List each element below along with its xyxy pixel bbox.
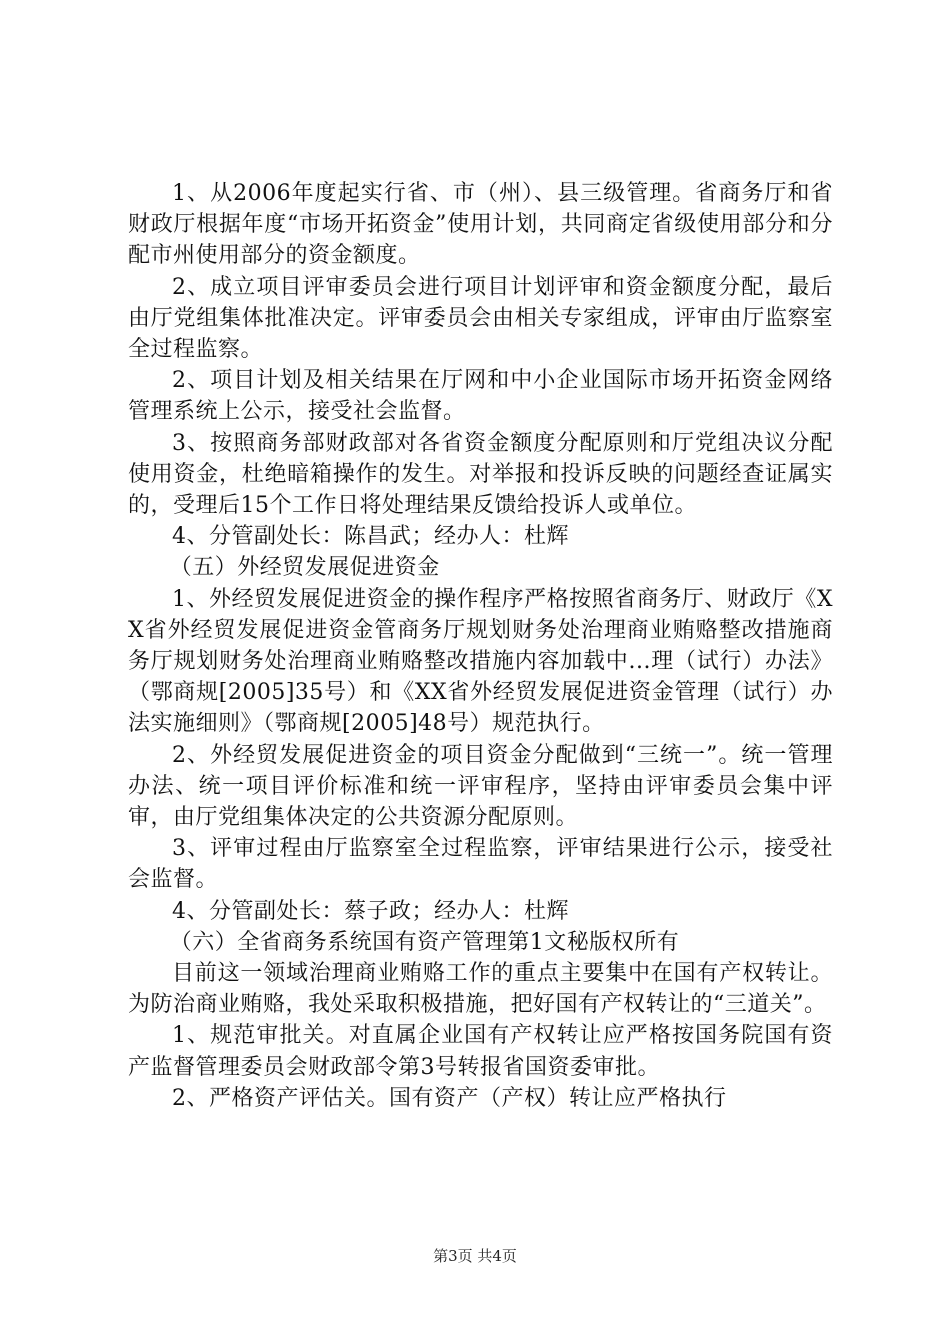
paragraph-11: 1、规范审批关。对直属企业国有产权转让应严格按国务院国有资产监督管理委员会财政部令第3号转报省国资委审批。: [128, 1023, 833, 1080]
paragraph-5: 4、分管副处长：陈昌武；经办人：杜辉: [172, 524, 569, 550]
paragraph-10: 目前这一领域治理商业贿赂工作的重点主要集中在国有产权转让。为防治商业贿赂，我处采取积极措施，把好国有产权转让的“三道关”。: [128, 961, 833, 1018]
paragraph-2: 2、成立项目评审委员会进行项目计划评审和资金额度分配，最后由厅党组集体批准决定。评审委员会由相关专家组成，评审由厅监察室全过程监察。: [128, 274, 833, 363]
document-body: [128, 178, 833, 1114]
section-heading-5: （五）外经贸发展促进资金: [169, 555, 440, 581]
paragraph-7: 2、外经贸发展促进资金的项目资金分配做到“三统一”。统一管理办法、统一项目评价标准和统一评审程序，坚持由评审委员会集中评审，由厅党组集体决定的公共资源分配原则。: [128, 742, 833, 831]
paragraph-9: 4、分管副处长：蔡子政；经办人：杜辉: [172, 898, 569, 924]
paragraph-12: 2、严格资产评估关。国有资产（产权）转让应严格执行: [172, 1085, 727, 1111]
paragraph-8: 3、评审过程由厅监察室全过程监察，评审结果进行公示，接受社会监督。: [128, 836, 833, 893]
page-footer: 第3页 共4页: [433, 1247, 517, 1265]
paragraph-4: 3、按照商务部财政部对各省资金额度分配原则和厅党组决议分配使用资金，杜绝暗箱操作的发生。对举报和投诉反映的问题经查证属实的，受理后15个工作日将处理结果反馈给投诉人或单位。: [128, 430, 833, 519]
paragraph-3: 2、项目计划及相关结果在厅网和中小企业国际市场开拓资金网络管理系统上公示，接受社会监督。: [128, 368, 833, 425]
section-heading-6: （六）全省商务系统国有资产管理第1文秘版权所有: [169, 929, 680, 955]
paragraph-6: 1、外经贸发展促进资金的操作程序严格按照省商务厅、财政厅《XX省外经贸发展促进资金管商务厅规划财务处治理商业贿赂整改措施商务厅规划财务处治理商业贿赂整改措施内容加载中...理（试行）办法》（鄂商规[2005]35号）和《XX省外经贸发展促进资金管理（试行）办法实施细则》（鄂商规[2005]48号）规范执行。: [128, 586, 833, 737]
paragraph-1: 1、从2006年度起实行省、市（州）、县三级管理。省商务厅和省财政厅根据年度“市场开拓资金”使用计划，共同商定省级使用部分和分配市州使用部分的资金额度。: [128, 181, 833, 269]
